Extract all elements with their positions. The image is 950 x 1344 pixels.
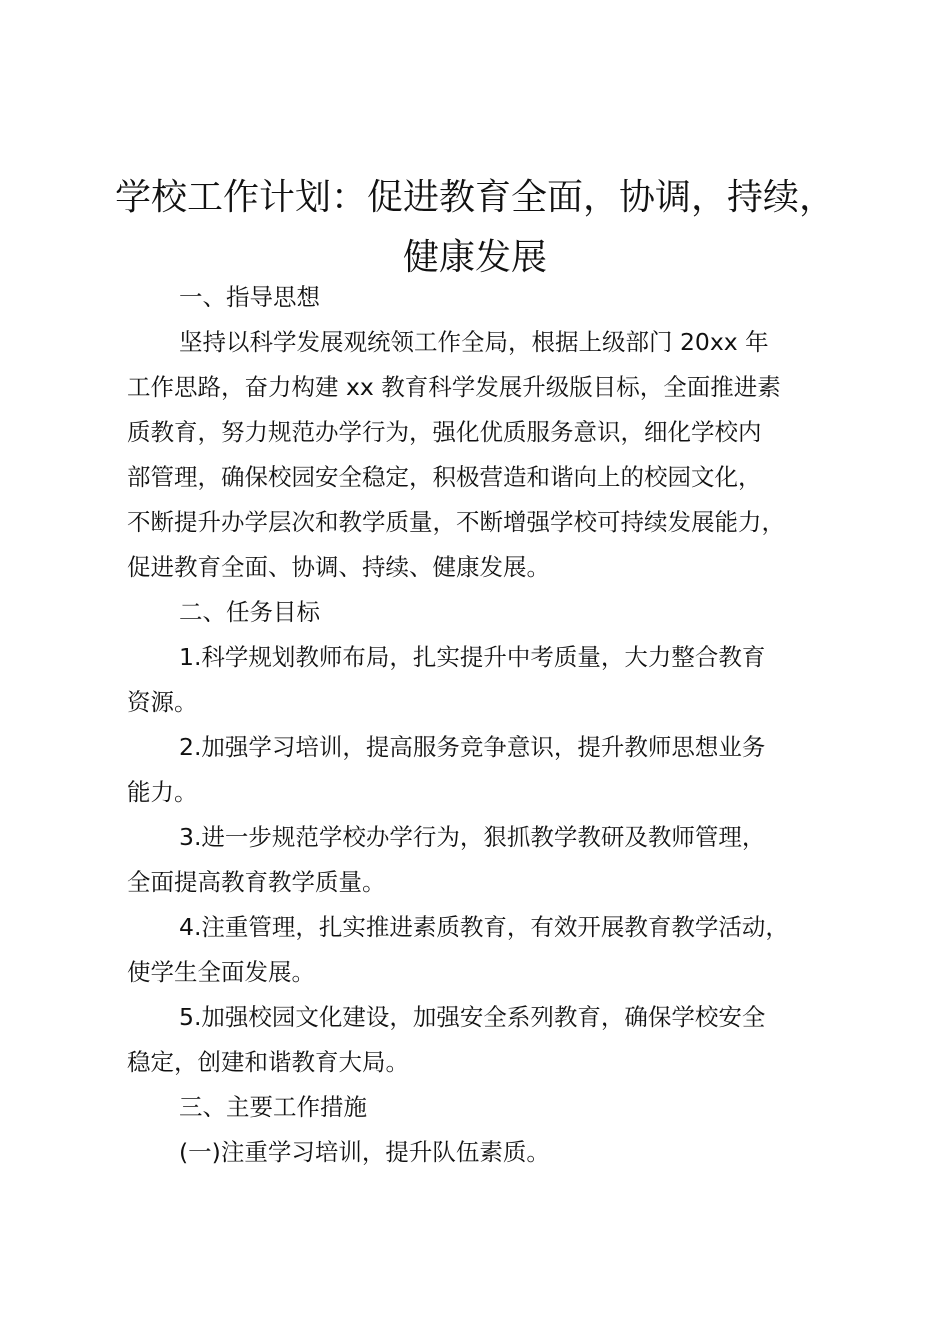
goal-item-4-line-2: 使学生全面发展。 xyxy=(127,958,315,986)
title-line-1: 学校工作计划：促进教育全面，协调，持续， xyxy=(114,177,835,218)
goal-item-3-line-1: 3.进一步规范学校办学行为，狠抓教学教研及教师管理， xyxy=(179,823,766,851)
goal-item-2-line-2: 能力。 xyxy=(127,778,198,806)
document-title xyxy=(100,168,850,288)
section-heading-task-goals: 二、任务目标 xyxy=(179,598,320,626)
goal-item-5-line-1: 5.加强校园文化建设，加强安全系列教育，确保学校安全 xyxy=(179,1003,766,1031)
paragraph-line: 坚持以科学发展观统领工作全局，根据上级部门 20xx 年 xyxy=(179,328,769,356)
title-line-2: 健康发展 xyxy=(402,237,547,278)
paragraph-line: 工作思路，奋力构建 xx 教育科学发展升级版目标，全面推进素 xyxy=(127,373,781,401)
goal-item-5-line-2: 稳定，创建和谐教育大局。 xyxy=(127,1048,409,1076)
paragraph-line: 质教育，努力规范办学行为，强化优质服务意识，细化学校内 xyxy=(127,418,762,446)
goal-item-4-line-1: 4.注重管理，扎实推进素质教育，有效开展教育教学活动， xyxy=(179,913,789,941)
document-body xyxy=(127,275,852,1175)
paragraph-line: 不断提升办学层次和教学质量，不断增强学校可持续发展能力， xyxy=(127,508,785,536)
goal-item-2-line-1: 2.加强学习培训，提高服务竞争意识，提升教师思想业务 xyxy=(179,733,766,761)
paragraph-line: 部管理，确保校园安全稳定，积极营造和谐向上的校园文化， xyxy=(127,463,762,491)
paragraph-line: 促进教育全面、协调、持续、健康发展。 xyxy=(127,553,550,581)
goal-item-3-line-2: 全面提高教育教学质量。 xyxy=(127,868,386,896)
goal-item-1-line-1: 1.科学规划教师布局，扎实提升中考质量，大力整合教育 xyxy=(179,643,766,671)
subsection-heading-1: (一)注重学习培训，提升队伍素质。 xyxy=(179,1138,550,1166)
goal-item-1-line-2: 资源。 xyxy=(127,688,198,716)
section-heading-guiding-ideology: 一、指导思想 xyxy=(179,283,320,311)
section-heading-main-measures: 三、主要工作措施 xyxy=(179,1093,367,1121)
